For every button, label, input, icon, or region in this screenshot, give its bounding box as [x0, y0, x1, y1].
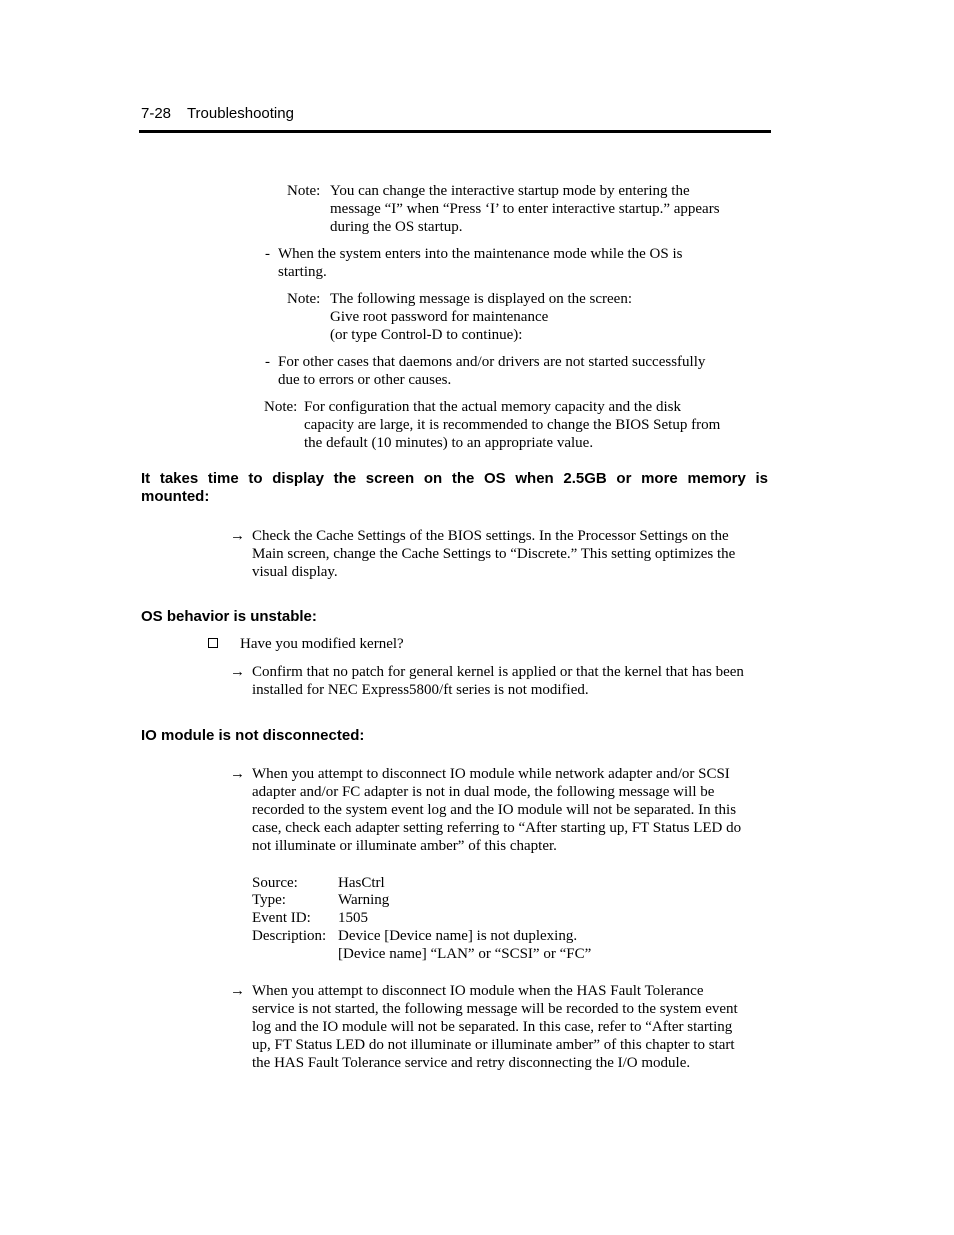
heading-os-unstable: OS behavior is unstable: [141, 608, 317, 625]
checklist-question: Have you modified kernel? [240, 636, 404, 652]
note-line: You can change the interactive startup mode by entering the [330, 183, 690, 199]
note-label: Note: [287, 291, 321, 307]
note-maintenance-message [287, 290, 747, 344]
arrow-text [252, 663, 744, 699]
arrow-line: Confirm that no patch for general kernel is applied or that the kernel that has been [252, 664, 744, 680]
arrow-line: adapter and/or FC adapter is not in dual mode, the following message will be [252, 784, 715, 800]
heading-line: mounted: [141, 488, 210, 505]
heading-line: It takes time to display the screen on the OS when 2.5GB or more memory is [141, 470, 768, 487]
arrow-icon: → [230, 528, 245, 544]
arrow-icon: → [230, 766, 245, 782]
arrow-line: Check the Cache Settings of the BIOS settings. In the Processor Settings on the [252, 528, 729, 544]
bullet-dash: - [265, 246, 270, 262]
bullet-line: When the system enters into the maintenance mode while the OS is [278, 246, 683, 262]
bullet-dash: - [265, 354, 270, 370]
note-text [330, 182, 720, 236]
event-description-label: Description: [252, 928, 327, 944]
arrow-line: not illuminate or illuminate amber” of this chapter. [252, 838, 557, 854]
note-line: For configuration that the actual memory capacity and the disk [304, 399, 681, 415]
heading-memory-display [141, 470, 768, 506]
note-line: message “I” when “Press ‘I’ to enter interactive startup.” appears [330, 201, 720, 217]
note-line: capacity are large, it is recommended to change the BIOS Setup from [304, 417, 721, 433]
arrow-line: Main screen, change the Cache Settings to “Discrete.” This setting optimizes the [252, 546, 736, 562]
arrow-item-has-fault-tolerance [230, 982, 770, 1072]
checkbox-icon [208, 638, 218, 648]
note-text [304, 398, 720, 452]
arrow-line: service is not started, the following message will be recorded to the system event [252, 1001, 738, 1017]
event-source-label: Source: [252, 875, 298, 891]
arrow-line: installed for NEC Express5800/ft series is not modified. [252, 682, 589, 698]
note-memory-capacity [264, 398, 754, 452]
event-id-value: 1505 [338, 910, 368, 926]
event-log-entry [252, 874, 652, 964]
arrow-item-kernel [230, 663, 770, 699]
event-type-label: Type: [252, 892, 286, 908]
note-interactive-startup [287, 182, 747, 236]
event-description-value: [Device name] “LAN” or “SCSI” or “FC” [338, 946, 592, 962]
event-description-value: Device [Device name] is not duplexing. [338, 928, 578, 944]
header-rule [139, 130, 771, 133]
bullet-other-causes [265, 353, 745, 389]
bullet-line: starting. [278, 264, 327, 280]
bullet-text [278, 353, 705, 389]
arrow-text [252, 982, 738, 1072]
event-source-value: HasCtrl [338, 875, 385, 891]
note-line: The following message is displayed on the screen: [330, 291, 633, 307]
bullet-maintenance-mode [265, 245, 745, 281]
arrow-icon: → [230, 983, 245, 999]
arrow-line: the HAS Fault Tolerance service and retry disconnecting the I/O module. [252, 1055, 691, 1071]
note-label: Note: [287, 183, 321, 199]
note-label: Note: [264, 399, 298, 415]
arrow-text [252, 765, 741, 855]
note-line: Give root password for maintenance [330, 309, 549, 325]
arrow-line: case, check each adapter setting referring to “After starting up, FT Status LED do [252, 820, 742, 836]
arrow-line: When you attempt to disconnect IO module when the HAS Fault Tolerance [252, 983, 704, 999]
arrow-item-cache-settings [230, 527, 770, 581]
arrow-icon: → [230, 664, 245, 680]
arrow-line: log and the IO module will not be separated. In this case, refer to “After starting [252, 1019, 733, 1035]
page-number: 7-28 [141, 105, 172, 122]
bullet-line: For other cases that daemons and/or drivers are not started successfully [278, 354, 706, 370]
event-type-value: Warning [338, 892, 390, 908]
event-id-label: Event ID: [252, 910, 311, 926]
note-line: (or type Control-D to continue): [330, 327, 523, 343]
bullet-line: due to errors or other causes. [278, 372, 452, 388]
note-text [330, 290, 632, 344]
arrow-item-dual-mode [230, 765, 770, 855]
note-line: during the OS startup. [330, 219, 463, 235]
arrow-text [252, 527, 735, 581]
heading-io-module: IO module is not disconnected: [141, 727, 365, 744]
arrow-line: recorded to the system event log and the IO module will not be separated. In this [252, 802, 737, 818]
section-title: Troubleshooting [186, 105, 294, 122]
page-header [141, 105, 294, 123]
arrow-line: When you attempt to disconnect IO module while network adapter and/or SCSI [252, 766, 730, 782]
bullet-text [278, 245, 682, 281]
arrow-line: visual display. [252, 564, 338, 580]
arrow-line: up, FT Status LED do not illuminate or illuminate amber” of this chapter to start [252, 1037, 735, 1053]
note-line: the default (10 minutes) to an appropriate value. [304, 435, 594, 451]
